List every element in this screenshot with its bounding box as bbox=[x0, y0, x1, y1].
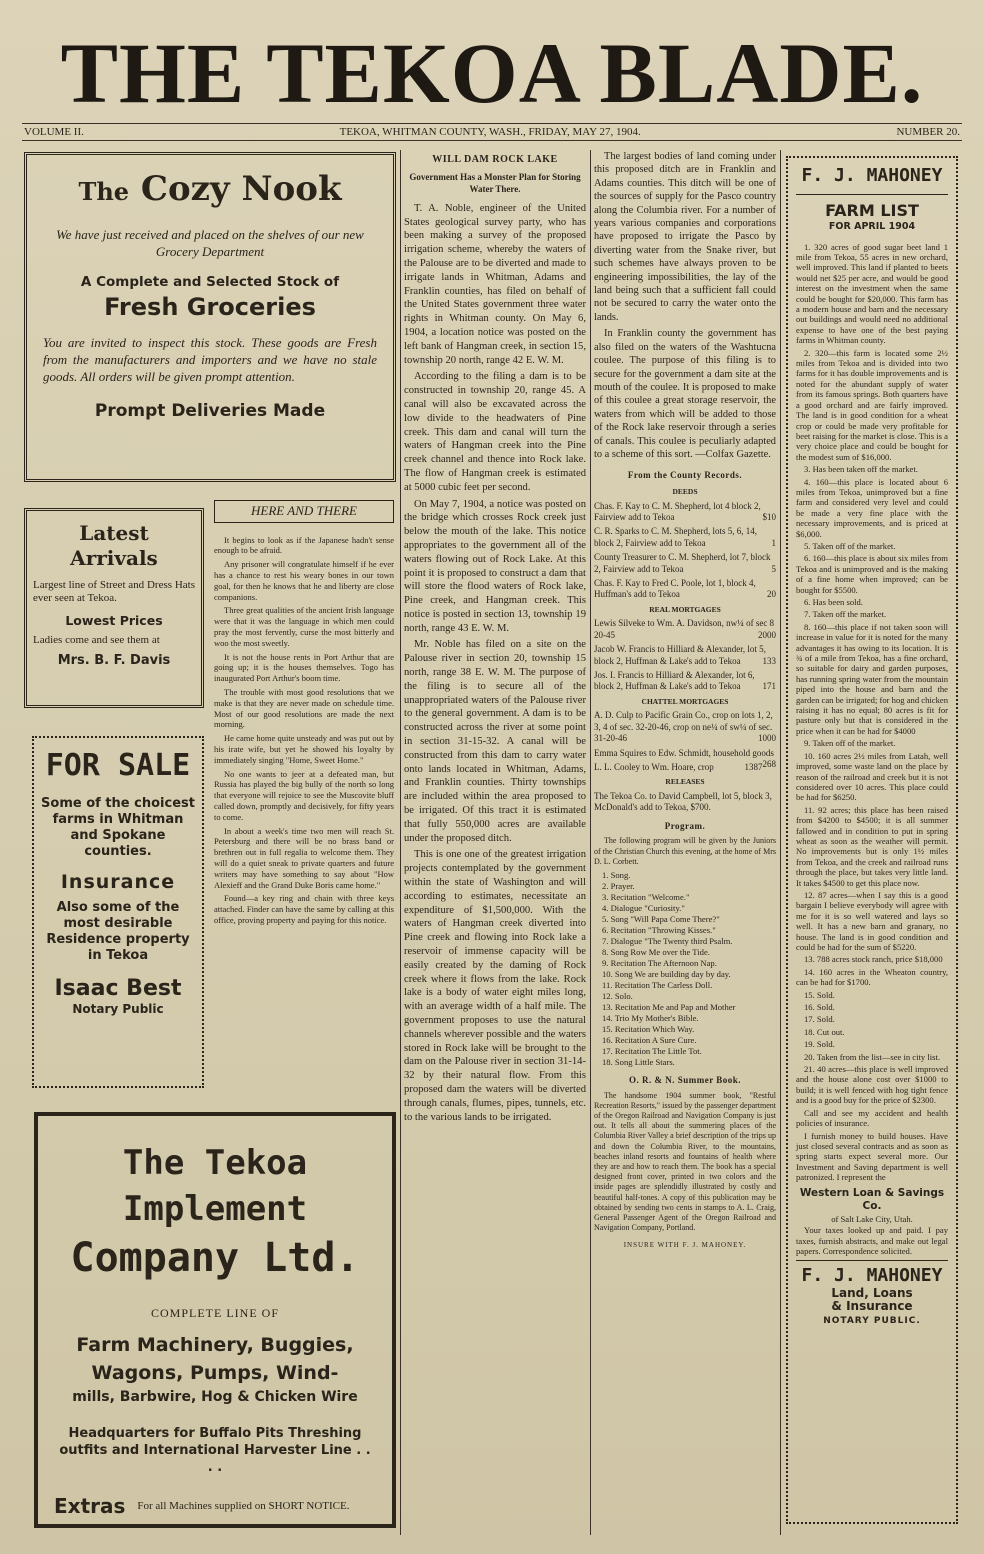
farm-list-item: 21. 40 acres—this place is well improved and the house alone cost over $1000 to build; it is well fenced with hog tight fence and is a good buy for the price of $2300. bbox=[796, 1064, 948, 1106]
paragraph: No one wants to jeer at a defeated man, but Russia has played the big bully of the north so long that everyone will rejoice to see the Muscovite bluff called down, promptly and decisively, for fifty years to come. bbox=[214, 768, 394, 822]
farm-list-item: 15. Sold. bbox=[804, 989, 835, 1000]
notary-public: Notary Public bbox=[72, 1002, 164, 1016]
paragraph: This is one one of the greatest irrigation projects contemplated by the government within the state of Washington and will according to estimates, necessitate an expenditure of $1,500,000. With the waters of Hangman creek diverted into Pine creek and flowing into Rock lake a reservoir of immense capacity will be easily created by the daming of Rock creek where it flows from the lake. Rock lake is a body of water eight miles long, with an average width of a half mile. The government proposes to use the natural channels wherever possible and the waters stored in Rock lake will be brought to the dam on the Palouse river in section 31-14-32 by their natural flow. From this proposed dam the waters will be diverted through canals, flumes, pipes, tunnels, etc. to the various lands to be irrigated. bbox=[404, 849, 586, 1123]
dateline bbox=[22, 123, 962, 141]
summer-book-title: O. R. & N. Summer Book. bbox=[628, 1075, 742, 1086]
program-item: 6. Recitation "Throwing Kisses." bbox=[602, 925, 716, 936]
program-item: 10. Song We are building day by day. bbox=[602, 969, 731, 980]
farm-list-item: 2. 320—this farm is located some 2½ miles from Tekoa and is divided into two farms for it has double improvements and is noted for the abundant supply of water from its famous springs. Both quarters have a good orchard and are fairly improved. The land is in good condition for a wheat crop or could be made very profitable for beet raising for the market is close. This is a very choice place and could be bought for the modest sum of $16,000. bbox=[796, 347, 948, 462]
latest-arrivals-title: Latest Arrivals bbox=[70, 521, 158, 570]
latest-arrivals-ad bbox=[24, 508, 204, 708]
paragraph: T. A. Noble, engineer of the United States geological survey party, who has been making a survey of the proposed irrigation scheme, whereby the waters of the Palouse are to be diverted and made to irrigate lands in Whitman, Adams and Franklin counties, has filed on behalf of the United States government three water rights in Whitman county. On May 6, 1904, a location notice was posted on the left bank of Hangman creek, in section 15, township 20 north, range 42 E. W. M. bbox=[404, 202, 586, 366]
here-and-there-column bbox=[214, 500, 394, 929]
farm-list-item: 6. Has been sold. bbox=[804, 597, 863, 607]
paragraph: On May 7, 1904, a notice was posted on the bridge which crosses Rock creek just below the mouth of the lake. This notice appropriates to the government all of the waters flowing out of Rock Lake. At this point it is proposed to construct a dam that will store the flood waters of Rock lake, Pine creek, and Hangman creek. This notice is posted in section 13, township 19 north, range 43 E. W. M. bbox=[404, 498, 586, 634]
program-title: Program. bbox=[664, 820, 706, 831]
mortgages-label: REAL MORTGAGES bbox=[649, 604, 721, 614]
farm-list-title: FARM LIST bbox=[825, 201, 919, 220]
farm-list-item: 12. 87 acres—when I say this is a good bargain I believe everybody will agree with me for it is so well watered and lays so well. It has a new barn and granary, no house. The land is in good condition and could be had for the sum of $5220. bbox=[796, 889, 948, 952]
place-date: TEKOA, WHITMAN COUNTY, WASH., FRIDAY, MAY 27, 1904. bbox=[339, 126, 641, 138]
program-item: 1. Song. bbox=[602, 870, 631, 881]
program-item: 13. Recitation Me and Pap and Mother bbox=[602, 1002, 736, 1013]
program-item: 16. Recitation A Sure Cure. bbox=[602, 1035, 697, 1046]
extras-row bbox=[44, 1494, 386, 1518]
program-item: 8. Song Row Me over the Tide. bbox=[602, 947, 710, 958]
machinery-line-3: mills, Barbwire, Hog & Chicken Wire bbox=[72, 1389, 358, 1405]
for-sale-ad bbox=[32, 736, 204, 1088]
program-intro: The following program will be given by the Juniors of the Christian Church this evening, at the home of Mrs D. L. Corbett. bbox=[594, 836, 776, 866]
deeds-label: DEEDS bbox=[672, 486, 698, 496]
program-item: 18. Song Little Stars. bbox=[602, 1057, 675, 1068]
residence-text: Also some of the most desirable Residence property in Tekoa bbox=[46, 900, 190, 963]
farm-list-date: FOR APRIL 1904 bbox=[828, 221, 916, 232]
company-city: of Salt Lake City, Utah. bbox=[831, 1213, 913, 1224]
farm-list-item: 4. 160—this place is located about 6 miles from Tekoa, unimproved but a fine farm and considered very level and could be made a very fine place with the necessary improvements, and is priced at $6,000. bbox=[796, 476, 948, 539]
record-entry: Chas. F. Kay to C. M. Shepherd, lot 4 block 2, Fairview add to Tekoa $10 bbox=[594, 500, 776, 522]
program-item: 17. Recitation The Little Tot. bbox=[602, 1046, 702, 1057]
record-entry: A. D. Culp to Pacific Grain Co., crop on lots 1, 2, 3, 4 of sec. 32-20-46, crop on ne¼ of sw¼ of sec. 31-20-46 1000 bbox=[594, 710, 776, 744]
paragraph: The largest bodies of land coming under this proposed ditch are in Franklin and Adams counties. This ditch will be one of the sources of supply for the Pasco country along the Columbia river. For a number of years various companies and corporations have proposed to irrigate the Pasco by diverting water from the Snake river, but such schemes have always proven to be engineering impossibilities, the lay of the land being such that a sufficient fall could not be secured to carry the water onto the lands. bbox=[594, 151, 776, 323]
paragraph: It begins to look as if the Japanese hadn't sense enough to be afraid. bbox=[214, 534, 394, 556]
paragraph: According to the filing a dam is to be constructed in township 20, range 45. A canal will also be excavated across the low divide to the headwaters of Pine creek. This dam and canal will turn the waters of Hangman creek into the Pine creek channel and thence into Rock lake. The flow of Hangman creek is estimated at 5000 cubic feet per second. bbox=[404, 371, 586, 493]
column-rule bbox=[590, 150, 591, 1535]
program-item: 4. Dialogue "Curiosity." bbox=[602, 903, 685, 914]
record-entry: Emma Squires to Edw. Schmidt, household goods 268 bbox=[594, 747, 776, 770]
farm-list-item: 13. 788 acres stock ranch, price $18,000 bbox=[804, 954, 943, 965]
mahoney-column bbox=[786, 156, 958, 1524]
extras-label: Extras bbox=[54, 1494, 126, 1518]
record-entry: County Treasurer to C. M. Shepherd, lot 7, block 2, Fairview add to Tekoa 5 bbox=[594, 552, 776, 574]
farm-list-item: 18. Cut out. bbox=[804, 1026, 845, 1037]
cozy-nook-intro: We have just received and placed on the shelves of our new Grocery Department bbox=[56, 227, 364, 259]
rock-lake-title: WILL DAM ROCK LAKE bbox=[432, 154, 558, 165]
record-entry: C. R. Sparks to C. M. Shepherd, lots 5, 6, 14, block 2, Fairview add to Tekoa 1 bbox=[594, 526, 776, 548]
for-sale-title: FOR SALE bbox=[45, 748, 191, 783]
paragraph: In Franklin county the government has also filed on the waters of the Washtucna coulee. The purpose of this filing is to secure for the government a dam site at the mouth of the coulee. It is proposed to make of this coulee a great storage reservoir, the waters from which will be added to those of the Rock lake reservoir through a series of canals. This coulee is peculiarly adapted to a scheme of this sort. —Colfax Gazette. bbox=[594, 328, 776, 460]
program-item: 2. Prayer. bbox=[602, 881, 635, 892]
mahoney-footer-line2: & Insurance bbox=[831, 1298, 913, 1313]
lowest-prices: Lowest Prices bbox=[65, 613, 163, 628]
western-loan-company: Western Loan & Savings Co. bbox=[799, 1186, 945, 1212]
paragraph: Any prisoner will congratulate himself if he ever has a chance to rest his weary bones in our town goal, for then he knows that he and liberty are close companions. bbox=[214, 559, 394, 602]
program-list bbox=[594, 870, 776, 1068]
record-entry: Chas. F. Kay to Fred C. Poole, lot 1, block 4, Huffman's add to Tekoa 20 bbox=[594, 577, 776, 600]
latest-arrivals-invite: Ladies come and see them at bbox=[33, 634, 160, 646]
program-item: 3. Recitation "Welcome." bbox=[602, 892, 690, 903]
cozy-nook-line1: A Complete and Selected Stock of bbox=[80, 274, 340, 290]
cozy-nook-footer: Prompt Deliveries Made bbox=[94, 401, 326, 421]
program-item: 14. Trio My Mother's Bible. bbox=[602, 1013, 699, 1024]
farm-list-item: 1. 320 acres of good sugar beet land 1 mile from Tekoa, 55 acres in new orchard, well improved. This land if planted to beets would net $25 per acre, and would be good interest on the investment when the same could be bought for $20,000. This farm has a modern house and barn and the necessary out buildings and would need no additional expense to have one of the best paying farms in Whitman county. bbox=[796, 241, 948, 346]
cozy-nook-title: The Cozy Nook bbox=[78, 169, 342, 209]
farm-list-item: 5. Taken off of the market. bbox=[804, 540, 896, 551]
column-rule bbox=[400, 150, 401, 1535]
farm-list-item: 7. Taken off the market. bbox=[804, 609, 887, 620]
record-entry: Jacob W. Francis to Hilliard & Alexander, lot 5, block 2, Huffman & Lake's add to Tekoa 133 bbox=[594, 644, 776, 666]
headquarters-line: Headquarters for Buffalo Pits Threshing outfits and International Harvester Line . . . . bbox=[59, 1426, 371, 1475]
record-entry: The Tekoa Co. to David Campbell, lot 5, block 3, McDonald's add to Tekoa, $700. bbox=[594, 791, 772, 813]
record-entry: Jos. I. Francis to Hilliard & Alexander, lot 6, block 2, Huffman & Lake's add to Tekoa 171 bbox=[594, 670, 776, 692]
extras-note: For all Machines supplied on SHORT NOTICE. bbox=[137, 1499, 350, 1512]
program-item: 15. Recitation Which Way. bbox=[602, 1024, 695, 1035]
paragraph: It is not the house rents in Port Arthur that are going up; it is the houses themselves. Togo has inaugurated Port Arthur's boom time. bbox=[214, 651, 394, 684]
record-entry: L. L. Cooley to Wm. Hoare, crop 1387 bbox=[594, 762, 763, 773]
cozy-nook-ad bbox=[24, 152, 396, 482]
farm-list-item: 6. 160—this place is about six miles from Tekoa and is unimproved and is the making of a fine home when improved; can be bought for $5500. bbox=[796, 553, 948, 595]
program-item: 11. Recitation The Carless Doll. bbox=[602, 980, 713, 991]
chattel-label: CHATTEL MORTGAGES bbox=[641, 696, 729, 706]
county-records-title: From the County Records. bbox=[627, 470, 743, 481]
volume: VOLUME II. bbox=[24, 126, 84, 138]
record-entry: Lewis Silveke to Wm. A. Davidson, nw¼ of sec 8 20-45 2000 bbox=[594, 618, 776, 640]
rock-lake-column-2 bbox=[594, 150, 776, 1252]
farm-list-item: 10. 160 acres 2½ miles from Latah, well improved, some waste land on the place by reason of the railroad and creek but it is not considered over 10 acres. This place could be had for $6250. bbox=[796, 750, 948, 803]
insurance-heading: Insurance bbox=[60, 871, 176, 893]
issue-number: NUMBER 20. bbox=[896, 126, 960, 138]
farm-list-item: 3. Has been taken off the market. bbox=[804, 464, 918, 475]
paragraph: In about a week's time two men will reach St. Petersburg and there will be no brass band or brethren out in full regalia to welcome them. They will do a quiet sneak to private quarters and future writers may have something to say about "How Alexieff and the Grand Duke Boris came home." bbox=[214, 825, 394, 890]
implement-title-1: The Tekoa Implement bbox=[122, 1143, 308, 1229]
mahoney-footer-name: F. J. MAHONEY bbox=[801, 1265, 943, 1287]
implement-ad bbox=[34, 1112, 396, 1528]
machinery-line-1: Farm Machinery, Buggies, bbox=[76, 1334, 354, 1356]
column-rule bbox=[780, 150, 781, 1535]
cozy-nook-invite: You are invited to inspect this stock. These goods are Fresh from the manufacturers and importers and we have no stale goods. All orders will be given prompt attention. bbox=[43, 335, 377, 384]
paragraph: He came home quite unsteady and was put out by his irate wife, but yet he showed his loyalty by immediately singing "Home, Sweet Home." bbox=[214, 733, 394, 765]
farm-list-item: 16. Sold. bbox=[804, 1002, 835, 1013]
farm-list-item: 9. Taken off of the market. bbox=[804, 738, 896, 749]
cozy-nook-line2: Fresh Groceries bbox=[104, 293, 316, 321]
machinery-line-2: Wagons, Pumps, Wind- bbox=[91, 1362, 339, 1384]
mahoney-taxes: Your taxes looked up and paid. I pay taxes, furnish abstracts, and make out legal papers. Correspondence solicited. bbox=[796, 1225, 948, 1256]
farm-list-item: 20. Taken from the list—see in city list. bbox=[804, 1051, 941, 1062]
mahoney-footer-line3: NOTARY PUBLIC. bbox=[823, 1315, 921, 1326]
for-sale-farms: Some of the choicest farms in Whitman and Spokane counties. bbox=[41, 796, 195, 859]
paragraph: Found—a key ring and chain with three keys attached. Finder can have the same by calling at this office, proving property and paying for this notice. bbox=[214, 893, 394, 925]
mahoney-footer-line1: Land, Loans bbox=[831, 1286, 913, 1301]
davis-name: Mrs. B. F. Davis bbox=[57, 653, 171, 668]
divider bbox=[796, 1260, 948, 1261]
program-item: 9. Recitation The Afternoon Nap. bbox=[602, 958, 717, 969]
summer-book-footer: INSURE WITH F. J. MAHONEY. bbox=[623, 1241, 747, 1250]
paragraph: Three great qualities of the ancient Irish language were that it was the language in which men could pray the most fervently, curse the most bitterly and woo the most sweetly. bbox=[214, 605, 394, 648]
mahoney-name: F. J. MAHONEY bbox=[801, 165, 943, 186]
summer-book-body: The handsome 1904 summer book, "Restful Recreation Resorts," issued by the passenger department of the Oregon Railroad and Navigation Company is just out. It tells all about the summering places of the Columbia River Valley a brief description of the trips up and down the Columbia River, to the mountains, beaches inland resorts and fountains of health where they are and how to reach them. The book has a special designed front cover, printed in two colors and the inside pages are splendidly illustrated by costly and beautiful half-tones. A copy of this publication may be obtained by sending two cents in stamps to A. L. Craig, General Passenger Agent of the Oregon Railroad and Navigation Company, Portland. bbox=[594, 1090, 776, 1233]
farm-list-item: 17. Sold. bbox=[804, 1014, 835, 1025]
complete-line: COMPLETE LINE OF bbox=[151, 1306, 279, 1320]
rock-lake-subtitle: Government Has a Monster Plan for Storing Water There. bbox=[409, 171, 581, 195]
farm-list-item: 11. 92 acres; this place has been raised from $4200 to $4500; it is all summer fallowed and in condition to put in spring wheat as soon as the weather will permit. No improvements but is only 1½ miles from Tekoa, and the creek and railroad runs through the place, but takes very little land. It takes $4500 to get this place now. bbox=[796, 804, 948, 888]
divider bbox=[796, 194, 948, 195]
here-and-there-title: HERE AND THERE bbox=[214, 500, 394, 523]
mahoney-money: I furnish money to build houses. Have just closed several contracts and as soon as spring starts expect several more. Our Investment and Saving department is well patronized. I represent the bbox=[796, 1130, 948, 1183]
program-item: 7. Dialogue "The Twenty third Psalm. bbox=[602, 936, 733, 947]
program-item: 12. Solo. bbox=[602, 991, 633, 1002]
masthead: THE TEKOA BLADE. bbox=[60, 25, 924, 121]
paragraph: Mr. Noble has filed on a site on the Palouse river in section 20, township 15 north, range 38 E. W. M. The purpose of the filing is to secure all of the unappropriated waters of the Palouse river to the general government. A dam is to be constructed across the river at some point in section 31-15-32. A canal will be constructed from this dam to carry water onto lands located in Whitman, Adams, and Franklin counties. Thirty townships are included within the area proposed to be irrigated. Of this tract it is estimated that fully 550,000 acres are available under the proposed ditch. bbox=[404, 639, 586, 844]
mahoney-closing: Call and see my accident and health policies of insurance. bbox=[796, 1107, 948, 1129]
implement-title-2: Company Ltd. bbox=[70, 1235, 360, 1281]
farm-list-item: 19. Sold. bbox=[804, 1039, 835, 1050]
farm-list-item: 14. 160 acres in the Wheaton country, can be had for $1700. bbox=[796, 966, 948, 988]
paragraph: The trouble with most good resolutions that we make is that they are never made on schedule time. Most of our good resolutions are made the next morning. bbox=[214, 686, 394, 730]
rock-lake-column-1 bbox=[404, 150, 586, 1127]
program-item: 5. Song "Will Papa Come There?" bbox=[602, 914, 720, 925]
isaac-best-name: Isaac Best bbox=[54, 976, 182, 1001]
farm-list-item: 8. 160—this place if not taken soon will increase in value for it is noted for the many advantages it has owing to its location. It is ¾ of a mile from Tekoa, has a fine orchard, so suitable for dairy and garden purposes, has running spring water from the mountain piped into the house and barn and the garden can be irrigated; for hog and chicken raising it has no equal; 80 acres is fit for pasture only but that is considered in the price when it can be had for $4000 bbox=[796, 621, 949, 736]
releases-label: RELEASES bbox=[665, 777, 705, 787]
latest-arrivals-body: Largest line of Street and Dress Hats ever seen at Tekoa. bbox=[33, 579, 195, 604]
